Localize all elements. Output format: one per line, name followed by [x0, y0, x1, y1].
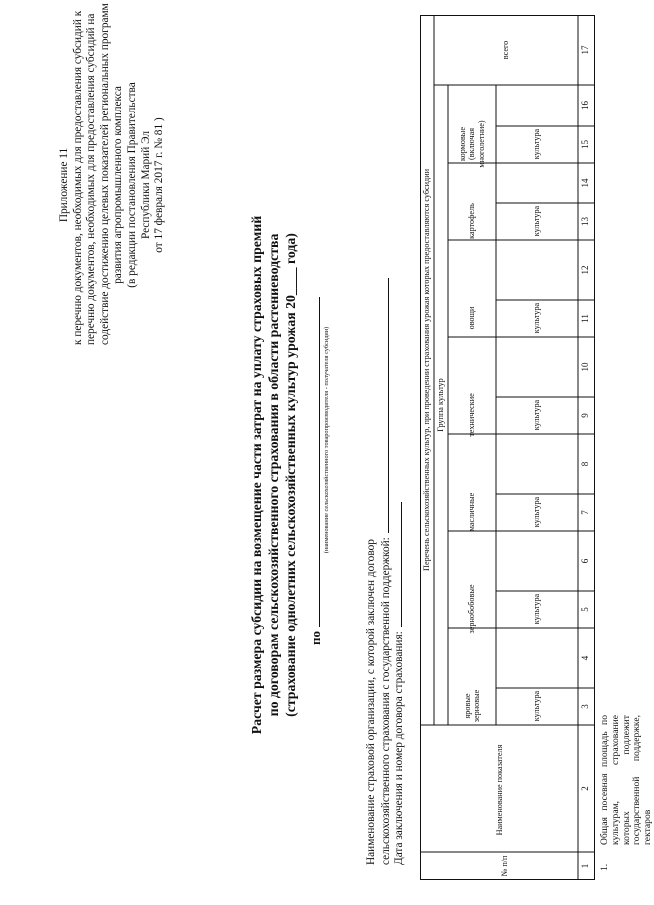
- crop-subheader: культура: [532, 302, 542, 334]
- appendix-line: (в редакции постановления Правительства: [125, 82, 138, 288]
- appendix-line: содействие достижению целевых показателей региональных программ: [98, 3, 111, 345]
- column-number: 7: [580, 510, 590, 515]
- column-number: 4: [580, 655, 590, 661]
- column-number: 8: [580, 461, 590, 467]
- column-number: 14: [580, 178, 590, 188]
- column-number: 11: [580, 314, 590, 323]
- appendix-line: перечню документов, необходимых для предоставления субсидий на: [85, 13, 98, 345]
- appendix-line: развития агропромышленного комплекса: [112, 86, 125, 284]
- column-number: 3: [580, 704, 590, 709]
- appendix-header: [58, 3, 167, 345]
- crop-subheader: культура: [532, 205, 542, 237]
- insurer-fill-line[interactable]: [378, 278, 389, 533]
- column-number: 9: [580, 413, 590, 418]
- recipient-caption: (наименование сельскохозяйственного товаропроизводителя - получателя субсидии): [323, 326, 330, 554]
- column-number: 15: [580, 140, 590, 149]
- group-potato: картофель: [467, 203, 477, 239]
- recipient-row: [307, 225, 324, 645]
- crop-subheader: культура: [532, 399, 542, 431]
- appendix-line: Республики Марий Эл: [139, 130, 152, 240]
- group-technical: технические: [467, 393, 477, 437]
- group-spring-grain: яровые зерновые: [462, 689, 481, 723]
- column-number: 5: [580, 607, 590, 612]
- total-header: всего: [501, 40, 511, 60]
- title-line: (страхование однолетних сельскохозяйственных культур урожая 20____ года): [283, 233, 298, 717]
- row-text: Общая посевная площадь по культурам, страхование которых подлежит государственной поддержке, гектаров: [599, 715, 654, 845]
- column-number: 10: [580, 362, 590, 372]
- title-line: по договорам сельскохозяйственного страхования в области растениеводства: [266, 233, 281, 717]
- column-number: 16: [580, 101, 590, 110]
- document-title: [248, 125, 299, 825]
- recipient-fill-line[interactable]: [307, 297, 320, 627]
- column-number: 6: [580, 558, 590, 564]
- contract-field-label: сельскохозяйственного страхования с государственной поддержкой:: [380, 537, 392, 865]
- crop-subheader: культура: [532, 128, 542, 160]
- crop-group-header: Группа культур: [436, 378, 446, 432]
- group-vegetables: овощи: [467, 306, 477, 330]
- crop-subheader: культура: [532, 496, 542, 528]
- appendix-line: от 17 февраля 2017 г. № 81 ): [153, 117, 166, 253]
- column-number: 12: [580, 265, 590, 275]
- col-name-header: Наименование показателя: [495, 744, 505, 836]
- insurer-field-label: Наименование страховой организации, с которой заключен договор: [365, 539, 377, 865]
- title-line: Расчет размера субсидии на возмещение части затрат на уплату страховых премий: [249, 215, 264, 735]
- subsidy-table: [420, 15, 595, 880]
- appendix-line: к перечню документов, необходимых для предоставления субсидий к: [71, 10, 84, 345]
- crop-subheader: культура: [532, 593, 542, 625]
- column-number: 13: [580, 217, 590, 226]
- column-number: 2: [580, 786, 590, 791]
- row-number: 1.: [599, 863, 610, 871]
- po-label: по: [308, 631, 323, 645]
- column-number: 17: [580, 45, 590, 55]
- col-number-header: № п/п: [500, 855, 510, 877]
- date-fill-line[interactable]: [391, 502, 402, 627]
- crop-subheader: культура: [532, 690, 542, 722]
- column-number: 1: [580, 863, 590, 869]
- crops-list-header: Перечень сельскохозяйственных культур, при проведении страхования урожая которых предоставляются субсидии: [422, 169, 432, 571]
- date-field-label: Дата заключения и номер договора страхования:: [393, 631, 405, 865]
- appendix-line: Приложение 11: [58, 147, 70, 223]
- group-legumes: зернобобовые: [467, 584, 477, 634]
- group-oilseeds: масличные: [467, 492, 477, 532]
- group-forage: кормовые (включая многолетние): [457, 120, 486, 168]
- date-field: [391, 502, 406, 865]
